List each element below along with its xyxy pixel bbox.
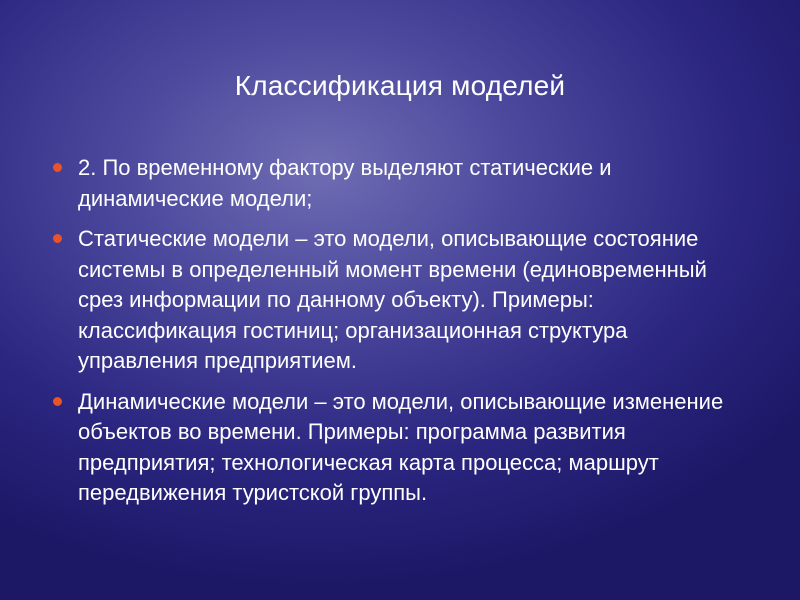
bullet-text: Статические модели – это модели, описывающие состояние системы в определенный момент времени (единовременный срез информации по данному объекту). Примеры: классификация гостиниц; организационная структура управления предприятием.	[78, 226, 707, 373]
bullet-text: 2. По временному фактору выделяют статические и динамические модели;	[78, 155, 612, 211]
bullet-item	[46, 387, 746, 509]
bullet-dot-icon	[53, 234, 62, 243]
bullet-list	[46, 153, 746, 519]
bullet-text: Динамические модели – это модели, описывающие изменение объектов во времени. Примеры: программа развития предприятия; технологическая карта процесса; маршрут передвижения туристской группы.	[78, 388, 724, 505]
bullet-item	[46, 224, 746, 377]
bullet-dot-icon	[53, 397, 62, 406]
bullet-dot-icon	[53, 163, 62, 172]
slide-title: Классификация моделей	[234, 70, 566, 101]
bullet-item	[46, 153, 746, 214]
